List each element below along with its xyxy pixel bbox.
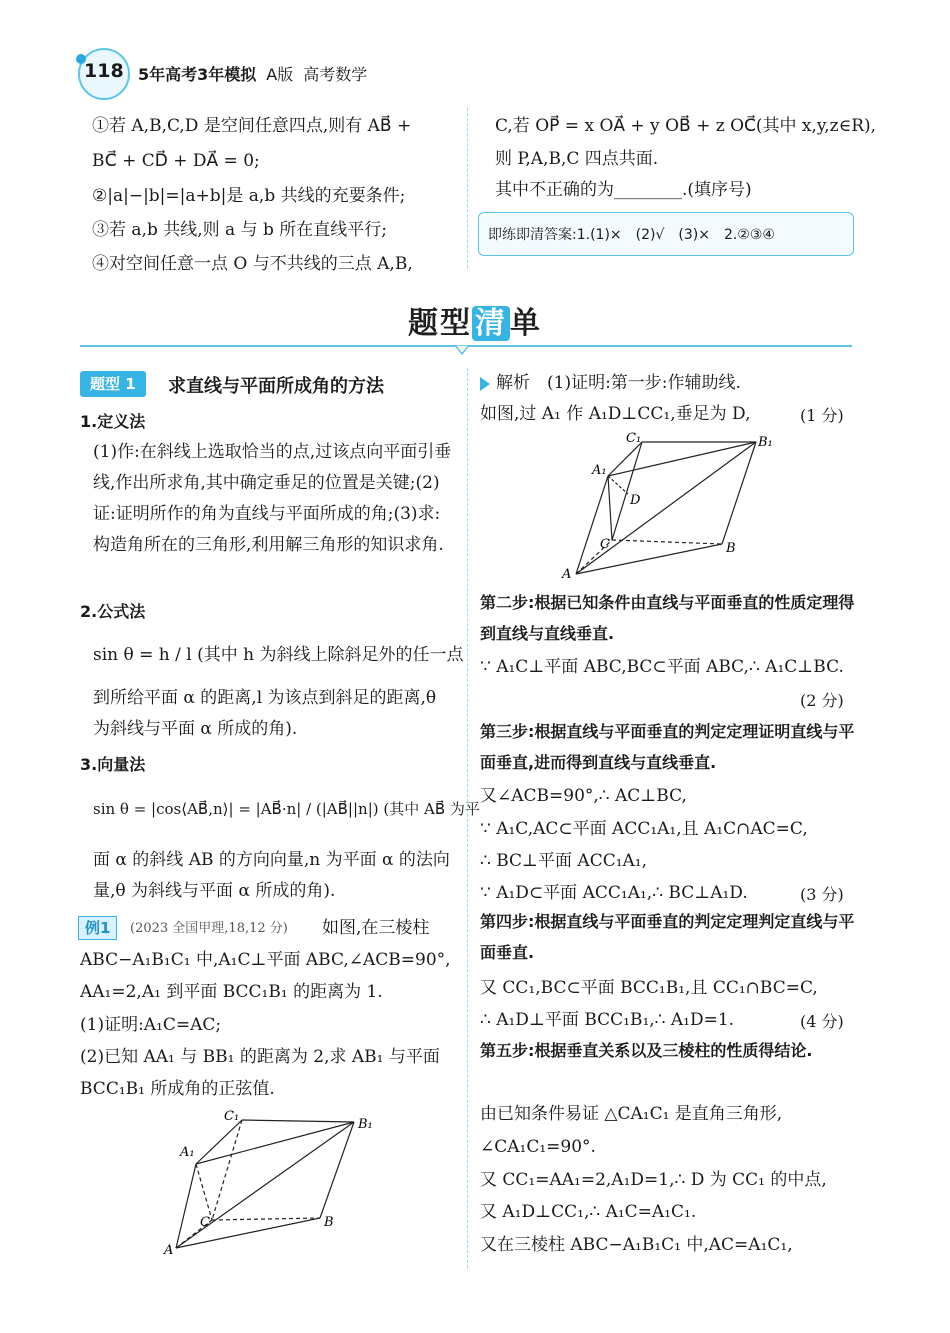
- analysis-line-3a: 又∠ACB=90°,∴ AC⊥BC,: [480, 786, 687, 806]
- example-line-1: 如图,在三棱柱: [322, 918, 430, 938]
- top-left-line-3: ②|a|−|b|=|a+b|是 a,b 共线的充要条件;: [92, 186, 406, 206]
- top-column-divider: [467, 108, 468, 268]
- method2-title: 2.公式法: [80, 602, 146, 621]
- figure-right-label-c1: C₁: [626, 431, 642, 446]
- analysis-line-5d: 又 A₁D⊥CC₁,∴ A₁C=A₁C₁.: [480, 1202, 697, 1222]
- triangle-icon: [480, 377, 490, 391]
- type-badge: 题型 1: [80, 371, 146, 397]
- analysis-line-1: 如图,过 A₁ 作 A₁D⊥CC₁,垂足为 D,: [480, 404, 751, 424]
- method3-formula: sin θ = |cos⟨AB⃗,n⟩| = |AB⃗·n| / (|AB⃗||n|) (其中 AB⃗ 为平: [93, 800, 480, 818]
- score-3: (3 分): [800, 885, 844, 904]
- example-question-2a: (2)已知 AA₁ 与 BB₁ 的距离为 2,求 AB₁ 与平面: [80, 1047, 440, 1067]
- analysis-line-5b: ∠CA₁C₁=90°.: [480, 1137, 596, 1157]
- figure-left-label-a1: A₁: [180, 1145, 195, 1160]
- method3-body: 面 α 的斜线 AB 的方向向量,n 为平面 α 的法向量,θ 为斜线与平面 α 所成的角).: [93, 850, 450, 901]
- score-2: (2 分): [800, 691, 844, 710]
- top-left-line-1: ①若 A,B,C,D 是空间任意四点,则有 AB⃗ +: [92, 116, 412, 136]
- step-3: 第三步:根据直线与平面垂直的判定定理证明直线与平面垂直,进而得到直线与直线垂直.: [480, 722, 855, 772]
- prism-figure-left: [160, 1108, 380, 1258]
- analysis-line-3c: ∴ BC⊥平面 ACC₁A₁,: [480, 851, 648, 871]
- figure-right-label-a: A: [562, 567, 572, 580]
- analysis-line-5a: 由已知条件易证 △CA₁C₁ 是直角三角形,: [480, 1104, 783, 1124]
- analysis-line-3b: ∵ A₁C,AC⊂平面 ACC₁A₁,且 A₁C∩AC=C,: [480, 819, 808, 839]
- answer-text: 即练即清答案:1.(1)× (2)√ (3)× 2.②③④: [488, 227, 775, 243]
- method1-body: (1)作:在斜线上选取恰当的点,过该点向平面引垂线,作出所求角,其中确定垂足的位置是关键;(2)证:证明所作的角为直线与平面所成的角;(3)求:构造角所在的三角形,利用解三角形的知识求角.: [93, 442, 452, 555]
- book-series: 5年高考3年模拟 A版 高考数学: [138, 65, 368, 84]
- example-question-2b: BCC₁B₁ 所成角的正弦值.: [80, 1079, 275, 1099]
- figure-left-label-c1: C₁: [224, 1109, 240, 1124]
- type-title: 求直线与平面所成角的方法: [168, 376, 384, 397]
- section-notch-icon: [455, 345, 469, 355]
- method2-formula: sin θ = h / l (其中 h 为斜线上除斜足外的任一点: [93, 645, 464, 665]
- top-right-line-1: C,若 OP⃗ = x OA⃗ + y OB⃗ + z OC⃗(其中 x,y,z∈R),: [495, 116, 877, 136]
- example-question-1: (1)证明:A₁C=AC;: [80, 1015, 222, 1035]
- figure-right-label-b1: B₁: [758, 435, 773, 450]
- analysis-line-5c: 又 CC₁=AA₁=2,A₁D=1,∴ D 为 CC₁ 的中点,: [480, 1170, 827, 1190]
- figure-left-label-b1: B₁: [358, 1117, 373, 1132]
- score-4: (4 分): [800, 1012, 844, 1031]
- top-right-line-2: 则 P,A,B,C 四点共面.: [495, 149, 659, 169]
- figure-left-label-a: A: [164, 1243, 174, 1258]
- step-5: 第五步:根据垂直关系以及三棱柱的性质得结论.: [480, 1041, 813, 1060]
- figure-left-label-c: C: [200, 1215, 210, 1230]
- top-left-line-2: BC⃗ + CD⃗ + DA⃗ = 0;: [92, 151, 260, 171]
- figure-right-label-d: D: [630, 493, 641, 508]
- figure-right-label-c: C: [600, 537, 610, 552]
- figure-right-label-a1: A₁: [592, 463, 607, 478]
- analysis-heading: 解析 (1)证明:第一步:作辅助线.: [480, 371, 741, 395]
- example-source: (2023 全国甲理,18,12 分): [130, 921, 288, 936]
- figure-left-label-b: B: [324, 1215, 334, 1230]
- score-1: (1 分): [800, 406, 844, 425]
- method2-body: 到所给平面 α 的距离,l 为该点到斜足的距离,θ 为斜线与平面 α 所成的角).: [93, 688, 437, 739]
- method1-title: 1.定义法: [80, 412, 146, 431]
- example-line-2: ABC−A₁B₁C₁ 中,A₁C⊥平面 ABC,∠ACB=90°,: [80, 950, 451, 970]
- analysis-line-4b: ∴ A₁D⊥平面 BCC₁B₁,∴ A₁D=1.: [480, 1010, 735, 1030]
- top-left-line-5: ④对空间任意一点 O 与不共线的三点 A,B,: [92, 254, 413, 274]
- section-title: 题型 清 单: [408, 306, 542, 341]
- example-tag: 例1: [78, 916, 117, 940]
- page-number: 118: [84, 60, 124, 82]
- top-left-line-4: ③若 a,b 共线,则 a 与 b 所在直线平行;: [92, 220, 387, 240]
- analysis-line-4a: 又 CC₁,BC⊂平面 BCC₁B₁,且 CC₁∩BC=C,: [480, 978, 818, 998]
- analysis-line-2: ∵ A₁C⊥平面 ABC,BC⊂平面 ABC,∴ A₁C⊥BC.: [480, 657, 844, 677]
- step-4: 第四步:根据直线与平面垂直的判定定理判定直线与平面垂直.: [480, 912, 855, 962]
- step-2: 第二步:根据已知条件由直线与平面垂直的性质定理得到直线与直线垂直.: [480, 593, 855, 643]
- analysis-line-5e: 又在三棱柱 ABC−A₁B₁C₁ 中,AC=A₁C₁,: [480, 1235, 793, 1255]
- method3-title: 3.向量法: [80, 755, 146, 774]
- top-right-line-3: 其中不正确的为________.(填序号): [495, 180, 752, 200]
- prism-figure-right: [560, 428, 780, 580]
- figure-right-label-b: B: [726, 541, 736, 556]
- analysis-line-3d: ∵ A₁D⊂平面 ACC₁A₁,∴ BC⊥A₁D.: [480, 883, 748, 903]
- example-line-3: AA₁=2,A₁ 到平面 BCC₁B₁ 的距离为 1.: [80, 982, 383, 1002]
